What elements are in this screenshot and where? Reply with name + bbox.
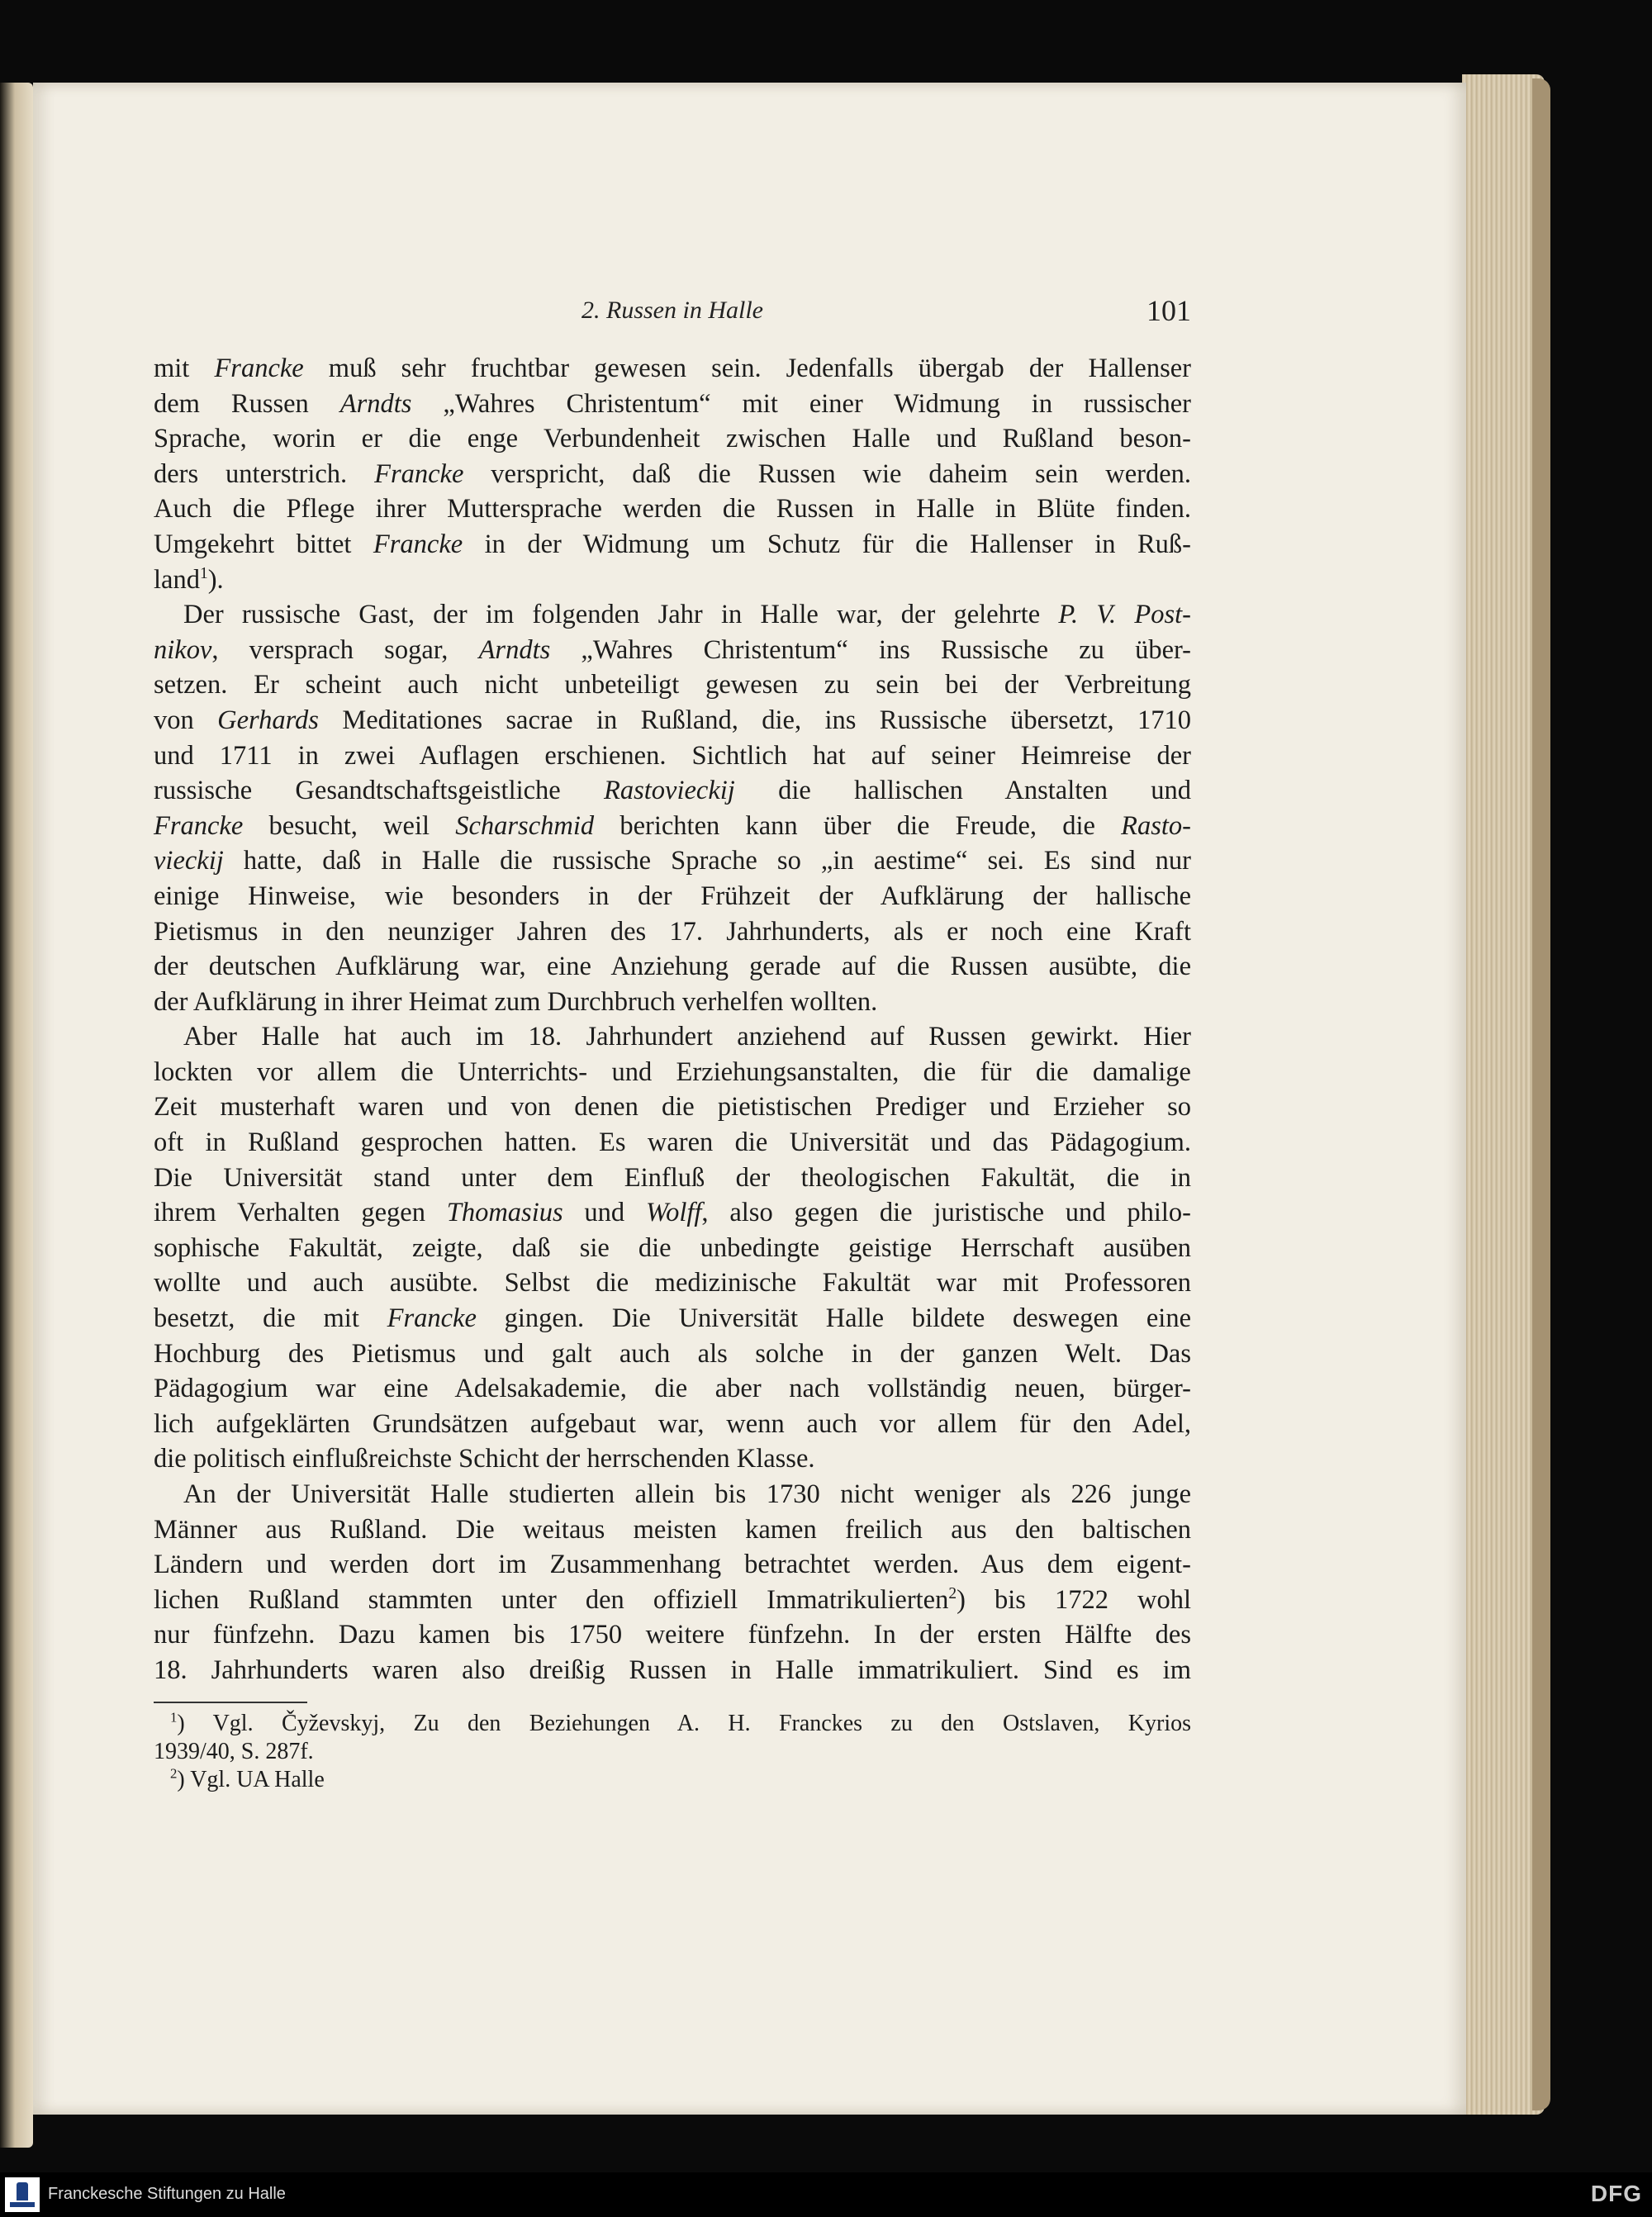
footer-organization: Franckesche Stiftungen zu Halle [48, 2185, 286, 2203]
text-line: setzen. Er scheint auch nicht unbeteiligt gewesen zu sein bei der Verbreitung [154, 670, 1191, 700]
text-line: dem Russen Arndts „Wahres Christentum“ mit einer Widmung in russischer [154, 388, 1191, 419]
viewer-footer-bar [0, 2172, 1652, 2217]
text-line: der Aufklärung in ihrer Heimat zum Durchbruch verhelfen wollten. [154, 986, 878, 1017]
text-line: vieckij hatte, daß in Halle die russische Sprache so „in aestime“ sei. Es sind nur [154, 846, 1191, 876]
text-line: der deutschen Aufklärung war, eine Anziehung gerade auf die Russen ausübte, die [154, 952, 1191, 982]
text-line: Zeit musterhaft waren und von denen die pietistischen Prediger und Erzieher so [154, 1092, 1191, 1123]
text-line: besetzt, die mit Francke gingen. Die Universität Halle bildete deswegen eine [154, 1303, 1191, 1334]
running-title: 2. Russen in Halle [582, 297, 763, 324]
text-line: einige Hinweise, wie besonders in der Frühzeit der Aufklärung der hallische [154, 881, 1191, 911]
page-number: 101 [1146, 294, 1191, 327]
text-line: nikov, versprach sogar, Arndts „Wahres Christentum“ ins Russische zu über- [154, 634, 1191, 665]
text-line: Auch die Pflege ihrer Muttersprache werden die Russen in Halle in Blüte finden. [154, 494, 1191, 525]
text-line: sophische Fakultät, zeigte, daß sie die unbedingte geistige Herrschaft ausüben [154, 1232, 1191, 1263]
text-line: lich aufgeklärten Grundsätzen aufgebaut war, wenn auch vor allem für den Adel, [154, 1408, 1191, 1439]
franckesche-stiftungen-logo-icon [5, 2177, 40, 2212]
text-line: mit Francke muß sehr fruchtbar gewesen sein. Jedenfalls übergab der Hallenser [154, 354, 1191, 383]
text-line: An der Universität Halle studierten allein bis 1730 nicht weniger als 226 junge [183, 1479, 1191, 1509]
footnote-1-line-1: $^1$) Vgl. Čyževskyj, Zu den Beziehungen A. H. Franckes zu den Ostslaven, Kyrios [170, 1709, 1191, 1736]
text-line: Pietismus in den neunziger Jahren des 17. Jahrhunderts, als er noch eine Kraft [154, 916, 1191, 947]
text-line: Hochburg des Pietismus und galt auch als solche in der ganzen Welt. Das [154, 1338, 1191, 1369]
footnote-rule [154, 1702, 307, 1703]
text-line: die politisch einflußreichste Schicht der herrschenden Klasse. [154, 1444, 815, 1474]
text-line: Pädagogium war eine Adelsakademie, die aber nach vollständig neuen, bürger- [154, 1374, 1191, 1404]
text-line: Männer aus Rußland. Die weitaus meisten kamen freilich aus den baltischen [154, 1514, 1191, 1545]
text-line: von Gerhards Meditationes sacrae in Rußland, die, ins Russische übersetzt, 1710 [154, 705, 1191, 735]
dfg-logo: DFG [1590, 2181, 1642, 2206]
text-line: nur fünfzehn. Dazu kamen bis 1750 weitere fünfzehn. In der ersten Hälfte des [154, 1620, 1191, 1650]
text-line: wollte und auch ausübte. Selbst die medizinische Fakultät war mit Professoren [154, 1268, 1191, 1298]
text-line: Sprache, worin er die enge Verbundenheit zwischen Halle und Rußland beson- [154, 424, 1191, 454]
text-line: Francke besucht, weil Scharschmid berichten kann über die Freude, die Rasto- [154, 810, 1191, 841]
text-line: 18. Jahrhunderts waren also dreißig Russen in Halle immatrikuliert. Sind es im [154, 1654, 1191, 1685]
text-line: Der russische Gast, der im folgenden Jahr in Halle war, der gelehrte P. V. Post- [183, 600, 1191, 630]
text-line: Umgekehrt bittet Francke in der Widmung um Schutz für die Hallenser in Ruß- [154, 529, 1191, 559]
footnote-2: $^2$) Vgl. UA Halle [170, 1765, 325, 1792]
text-line: land$^1$). [154, 564, 224, 595]
footnote-1-line-2: 1939/40, S. 287f. [154, 1739, 314, 1764]
text-line: lichen Rußland stammten unter den offiziell Immatrikulierten$^2$) bis 1722 wohl [154, 1584, 1191, 1615]
left-page-edge [0, 83, 33, 2148]
text-line: oft in Rußland gesprochen hatten. Es waren die Universität und das Pädagogium. [154, 1127, 1191, 1158]
text-line: Die Universität stand unter dem Einfluß der theologischen Fakultät, die in [154, 1162, 1191, 1193]
text-line: und 1711 in zwei Auflagen erschienen. Sichtlich hat auf seiner Heimreise der [154, 740, 1191, 771]
text-line: ders unterstrich. Francke verspricht, daß die Russen wie daheim sein werden. [154, 458, 1191, 489]
text-line: russische Gesandtschaftsgeistliche Rastovieckij die hallischen Anstalten und [154, 776, 1191, 806]
text-line: ihrem Verhalten gegen Thomasius und Wolff, also gegen die juristische und philo- [154, 1198, 1191, 1228]
text-line: lockten vor allem die Unterrichts- und Erziehungsanstalten, die für die damalige [154, 1056, 1191, 1087]
footnotes [154, 1710, 1191, 1794]
running-head [154, 293, 1191, 335]
text-line: Ländern und werden dort im Zusammenhang betrachtet werden. Aus dem eigent- [154, 1550, 1191, 1580]
text-line: Aber Halle hat auch im 18. Jahrhundert anziehend auf Russen gewirkt. Hier [183, 1022, 1191, 1052]
body-text [154, 351, 1191, 1688]
page-stack-edge [1532, 78, 1550, 2110]
